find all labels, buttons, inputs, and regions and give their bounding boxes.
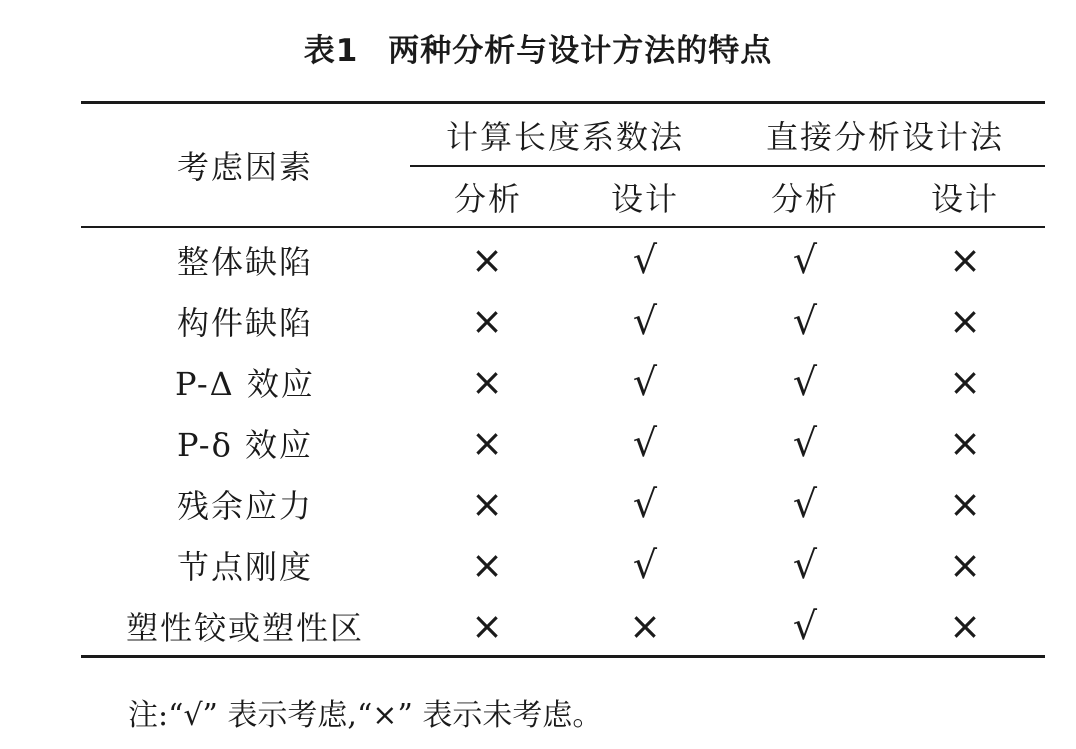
table-title: 两种分析与设计方法的特点: [388, 33, 773, 69]
table-note: 注:“√” 表示考虑,“×” 表示未考虑。: [128, 698, 603, 733]
mark-cell: √: [632, 237, 658, 282]
mark-cell: ×: [949, 359, 981, 404]
table-number: 表1: [303, 33, 359, 69]
mark-cell: √: [792, 481, 818, 526]
mark-cell: √: [792, 359, 818, 404]
mark-cell: √: [632, 542, 658, 587]
factor-cell: 构件缺陷: [176, 303, 313, 342]
mark-cell: ×: [471, 420, 503, 465]
mark-cell: √: [792, 298, 818, 343]
factor-cell: 塑性铰或塑性区: [125, 608, 364, 647]
mark-cell: ×: [949, 298, 981, 343]
mark-cell: √: [632, 420, 658, 465]
mark-cell: √: [632, 481, 658, 526]
mark-cell: √: [792, 603, 818, 648]
mark-cell: √: [792, 420, 818, 465]
mark-cell: ×: [471, 481, 503, 526]
subheader-design-1: 设计: [610, 179, 679, 218]
subheader-design-2: 设计: [930, 179, 999, 218]
mark-cell: √: [632, 298, 658, 343]
mark-cell: ×: [471, 603, 503, 648]
subheader-analysis-2: 分析: [770, 179, 839, 218]
factor-cell: 残余应力: [176, 486, 313, 525]
mark-cell: ×: [949, 603, 981, 648]
mark-cell: √: [792, 237, 818, 282]
header-rule: [81, 226, 1045, 228]
factor-cell: P-δ 效应: [176, 425, 314, 464]
mark-cell: √: [632, 359, 658, 404]
mark-cell: ×: [471, 359, 503, 404]
factor-cell: 整体缺陷: [176, 242, 313, 281]
mark-cell: ×: [949, 542, 981, 587]
factor-cell: P-Δ 效应: [175, 364, 315, 403]
subheader-analysis-1: 分析: [453, 179, 522, 218]
mark-cell: ×: [629, 603, 661, 648]
mark-cell: ×: [949, 237, 981, 282]
factor-header: 考虑因素: [176, 148, 313, 186]
mark-cell: ×: [471, 298, 503, 343]
mark-cell: ×: [949, 481, 981, 526]
group-header-effective-length: 计算长度系数法: [445, 117, 684, 156]
mark-cell: ×: [471, 542, 503, 587]
mark-cell: ×: [949, 420, 981, 465]
mark-cell: √: [792, 542, 818, 587]
mark-cell: ×: [471, 237, 503, 282]
table-caption: [0, 22, 1076, 80]
group-header-direct-analysis: 直接分析设计法: [765, 117, 1004, 156]
factor-cell: 节点刚度: [176, 547, 313, 586]
